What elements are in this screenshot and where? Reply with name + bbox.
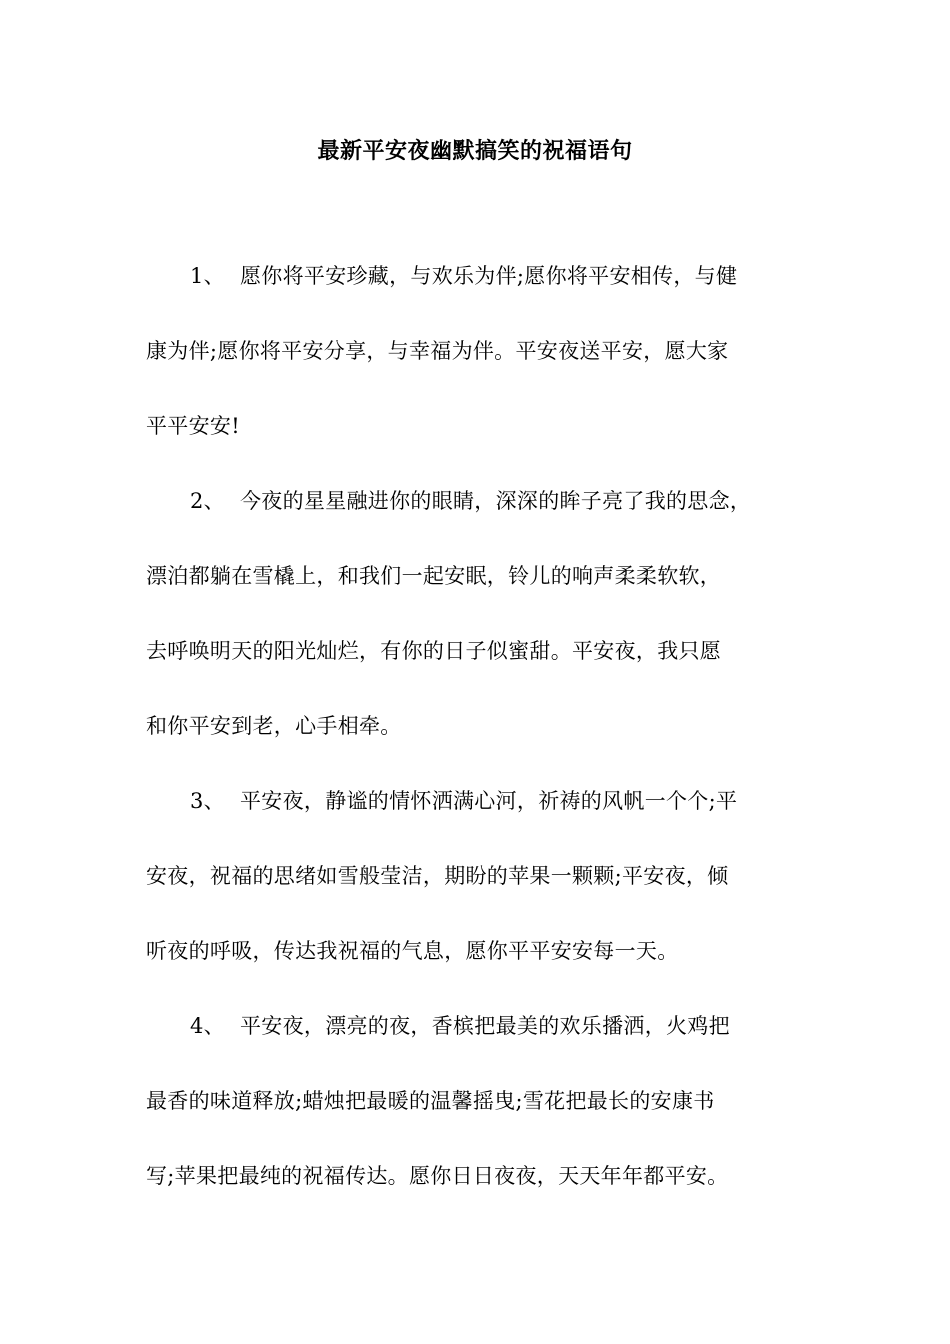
paragraph-2-line-4: 和你平安到老，心手相牵。 [146, 714, 402, 738]
paragraph-4-line-1-text: 平安夜，漂亮的夜，香槟把最美的欢乐播洒，火鸡把 [240, 1014, 730, 1038]
paragraph-2-line-3: 去呼唤明天的阳光灿烂，有你的日子似蜜甜。平安夜，我只愿 [146, 639, 722, 663]
paragraph-3-line-2: 安夜，祝福的思绪如雪般莹洁，期盼的苹果一颗颗;平安夜，倾 [146, 864, 729, 888]
paragraph-4-number: 4、 [190, 1014, 225, 1038]
paragraph-4-line-3: 写;苹果把最纯的祝福传达。愿你日日夜夜，天天年年都平安。 [146, 1164, 729, 1188]
paragraph-2-number: 2、 [190, 489, 225, 513]
paragraph-1-line-2: 康为伴;愿你将平安分享，与幸福为伴。平安夜送平安，愿大家 [146, 339, 729, 363]
paragraph-3-line-1-text: 平安夜，静谧的情怀洒满心河，祈祷的风帆一个个;平 [240, 789, 738, 813]
paragraph-1-line-1 [190, 260, 860, 292]
paragraph-3-line-3: 听夜的呼吸，传达我祝福的气息，愿你平平安安每一天。 [146, 939, 679, 963]
paragraph-1-line-1-text: 愿你将平安珍藏，与欢乐为伴;愿你将平安相传，与健 [240, 264, 738, 288]
document-title: 最新平安夜幽默搞笑的祝福语句 [317, 139, 633, 164]
paragraph-1-line-3: 平平安安! [146, 414, 240, 438]
paragraph-4-line-1 [190, 1010, 860, 1042]
paragraph-3-line-1 [190, 785, 860, 817]
paragraph-3-number: 3、 [190, 789, 225, 813]
paragraph-2-line-2: 漂泊都躺在雪橇上，和我们一起安眠，铃儿的响声柔柔软软， [146, 564, 722, 588]
paragraph-4-line-2: 最香的味道释放;蜡烛把最暖的温馨摇曳;雪花把最长的安康书 [146, 1089, 715, 1113]
paragraph-2-line-1-text: 今夜的星星融进你的眼睛，深深的眸子亮了我的思念， [240, 489, 752, 513]
paragraph-2-line-1 [190, 485, 860, 517]
paragraph-1-number: 1、 [190, 264, 225, 288]
